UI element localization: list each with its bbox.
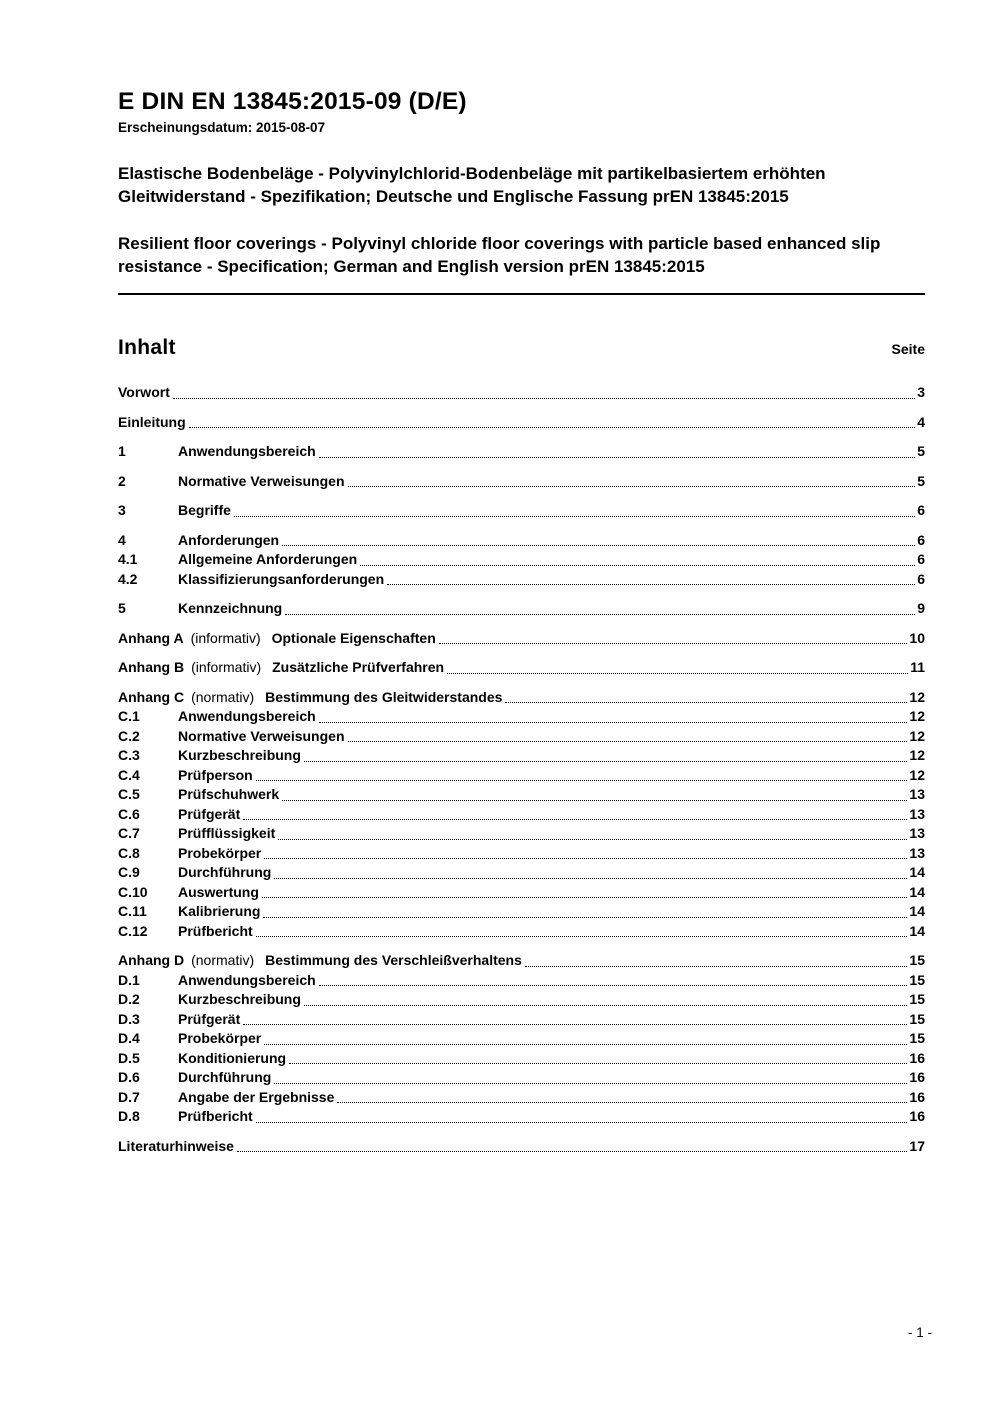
toc-entry-page: 5 [917, 443, 925, 459]
toc-leader-dots [264, 1044, 907, 1045]
toc-entry-title: Kalibrierung [178, 903, 261, 919]
toc-entry-label [118, 688, 502, 708]
toc-leader-dots [264, 858, 907, 859]
toc-entry-page: 6 [917, 531, 925, 548]
toc-entry [118, 766, 925, 786]
toc-entry-title: Prüfgerät [178, 805, 241, 822]
toc-leader-dots [304, 1005, 908, 1006]
toc-entry-number: D.1 [118, 971, 140, 988]
toc-entry-number: C.6 [118, 805, 140, 822]
toc-entry [118, 1088, 925, 1108]
toc-entry-label [178, 971, 316, 991]
toc-entry-label [178, 746, 301, 766]
toc-entry-title: Konditionierung [178, 1049, 287, 1066]
toc-entry-title: Prüfbericht [178, 1108, 253, 1124]
toc-entry [118, 805, 925, 825]
toc-entry-number: C.12 [118, 922, 148, 939]
toc-entry-number: C.8 [118, 844, 140, 861]
toc-leader-dots [189, 427, 916, 428]
toc-entry-title: Anwendungsbereich [178, 708, 316, 724]
toc-entry-number: C.1 [118, 708, 140, 724]
toc-entry-number: 4 [118, 531, 126, 548]
toc-entry-label [178, 766, 253, 786]
toc-entry-page: 12 [909, 727, 925, 744]
toc-leader-dots [348, 486, 916, 487]
toc-entry-number: D.7 [118, 1088, 140, 1105]
toc-entry [118, 824, 925, 844]
toc-entry [118, 727, 925, 747]
toc-entry-number: C.4 [118, 766, 140, 783]
toc-entry-label [178, 1107, 253, 1127]
toc-entry-title: Kurzbeschreibung [178, 991, 301, 1007]
toc-entry-label [118, 658, 444, 678]
toc-entry-label [118, 1137, 234, 1157]
toc-entry-page: 5 [917, 472, 925, 489]
toc-entry-title: Prüfflüssigkeit [178, 825, 276, 841]
toc-entry-label [178, 785, 279, 805]
toc-leader-dots [243, 819, 907, 820]
toc-entry-label [178, 1088, 334, 1108]
toc-entry-page: 14 [909, 922, 925, 939]
toc-leader-dots [262, 897, 908, 898]
toc-leader-dots [282, 545, 915, 546]
toc-entry-title: Prüfbericht [178, 922, 253, 939]
toc-leader-dots [237, 1151, 908, 1152]
toc-header [118, 336, 925, 360]
toc-entry-page: 14 [909, 903, 925, 919]
toc-entry [118, 1107, 925, 1127]
toc-entry [118, 951, 925, 971]
toc-entry [118, 707, 925, 727]
toc-entry-title: Allgemeine Anforderungen [178, 551, 358, 567]
toc-leader-dots [256, 780, 908, 781]
toc-leader-dots [439, 643, 908, 644]
toc-entry-number: D.6 [118, 1069, 140, 1085]
toc-entry [118, 531, 925, 551]
toc-entry-page: 13 [909, 786, 925, 802]
toc-entry-page: 16 [909, 1069, 925, 1085]
toc-entry [118, 550, 925, 570]
title-english: Resilient floor coverings - Polyvinyl chloride floor coverings with particle based enhanced slip resistance - Specification; German and English version prEN 13845:2015 [118, 234, 881, 276]
toc-annex-qualifier: (informativ) [191, 659, 262, 675]
toc-leader-dots [289, 1063, 907, 1064]
toc-leader-dots [263, 917, 907, 918]
toc-leader-dots [337, 1102, 907, 1103]
toc-entry-page: 3 [917, 384, 925, 400]
header-divider [118, 293, 925, 295]
toc-entry-number: D.3 [118, 1010, 140, 1027]
toc-entry-label [178, 1068, 271, 1088]
toc-entry-page: 15 [909, 952, 925, 968]
toc-entry-number: 5 [118, 600, 126, 616]
toc-leader-dots [319, 457, 916, 458]
toc-entry-page: 17 [909, 1137, 925, 1154]
toc-entry-title: Normative Verweisungen [178, 727, 345, 744]
toc-entry-label [178, 863, 271, 883]
toc-entry [118, 785, 925, 805]
toc-entry [118, 688, 925, 708]
toc-entry-title: Anforderungen [178, 531, 280, 548]
toc-leader-dots [319, 985, 908, 986]
toc-entry [118, 844, 925, 864]
toc-entry-page: 6 [917, 570, 925, 587]
toc-entry-label [178, 1029, 261, 1049]
toc-entry-page: 10 [909, 629, 925, 646]
toc-entry [118, 658, 925, 678]
toc-entry-number: 3 [118, 502, 126, 518]
toc-leader-dots [387, 584, 915, 585]
toc-entry-label [178, 599, 282, 619]
toc-entry-number: C.7 [118, 825, 140, 841]
toc-annex-qualifier: (normativ) [191, 688, 255, 705]
toc-annex-name: Anhang B [118, 659, 185, 675]
toc-entry-page: 13 [909, 805, 925, 822]
toc-entry-page: 16 [909, 1088, 925, 1105]
toc-entry-number: C.11 [118, 903, 147, 919]
toc-entry-label [178, 844, 261, 864]
toc-entry-title: Durchführung [178, 864, 272, 880]
toc-annex-name: Anhang A [118, 629, 184, 646]
toc-entry [118, 472, 925, 492]
toc-entry [118, 570, 925, 590]
toc-entry [118, 383, 925, 403]
toc-entry-page: 15 [909, 1030, 925, 1046]
toc-leader-dots [525, 966, 908, 967]
toc-leader-dots [304, 761, 908, 762]
toc-entry [118, 413, 925, 433]
toc-entry-title: Normative Verweisungen [178, 472, 345, 489]
toc-leader-dots [243, 1024, 907, 1025]
toc-leader-dots [256, 1122, 908, 1123]
toc-entry-page: 12 [909, 766, 925, 783]
toc-entry-number: 2 [118, 472, 126, 489]
toc-entry-title: Prüfschuhwerk [178, 786, 280, 802]
toc-entry-page: 6 [917, 502, 925, 518]
toc-entry-title: Klassifizierungsanforderungen [178, 570, 385, 587]
toc-entry-label [178, 883, 259, 903]
toc-entry-title: Optionale Eigenschaften [271, 629, 436, 646]
toc-entry-title: Vorwort [118, 384, 170, 400]
toc-entry [118, 442, 925, 462]
toc-entry-title: Angabe der Ergebnisse [178, 1088, 335, 1105]
toc-entry [118, 922, 925, 942]
toc-entry [118, 863, 925, 883]
toc-entry-label [178, 824, 275, 844]
toc-entry-label [178, 990, 301, 1010]
toc-list [118, 383, 925, 1156]
toc-entry [118, 1068, 925, 1088]
toc-entry-number: 4.1 [118, 551, 138, 567]
toc-leader-dots [319, 722, 908, 723]
toc-entry-page: 6 [917, 551, 925, 567]
toc-entry-page: 16 [909, 1108, 925, 1124]
toc-entry-page: 13 [909, 844, 925, 861]
toc-leader-dots [278, 839, 907, 840]
toc-entry-label [178, 472, 345, 492]
toc-entry [118, 1049, 925, 1069]
toc-entry-label [178, 727, 345, 747]
toc-entry-page: 15 [909, 971, 925, 988]
toc-entry-title: Prüfperson [178, 766, 253, 783]
toc-entry-page: 15 [909, 991, 925, 1007]
toc-entry-page: 12 [909, 708, 925, 724]
toc-entry-label [178, 1049, 286, 1069]
toc-annex-qualifier: (normativ) [191, 952, 255, 968]
toc-leader-dots [173, 398, 915, 399]
toc-leader-dots [447, 673, 908, 674]
toc-entry [118, 501, 925, 521]
toc-annex-name: Anhang C [118, 688, 185, 705]
toc-entry-title: Bestimmung des Verschleißverhaltens [265, 952, 522, 968]
toc-entry-number: C.3 [118, 747, 140, 763]
toc-entry-title: Literaturhinweise [118, 1137, 234, 1154]
toc-leader-dots [348, 741, 908, 742]
publish-date: Erscheinungsdatum: 2015-08-07 [118, 120, 326, 135]
toc-entry [118, 599, 925, 619]
toc-entry-title: Einleitung [118, 413, 186, 430]
toc-annex-qualifier: (informativ) [190, 629, 261, 646]
toc-entry-label [178, 902, 260, 922]
toc-entry-label [118, 951, 522, 971]
toc-entry-number: 4.2 [118, 570, 138, 587]
toc-entry-title: Prüfgerät [178, 1010, 241, 1027]
toc-leader-dots [234, 516, 915, 517]
toc-entry-title: Kurzbeschreibung [178, 747, 301, 763]
toc-entry-number: D.4 [118, 1030, 140, 1046]
toc-entry-number: D.5 [118, 1049, 140, 1066]
toc-entry [118, 971, 925, 991]
toc-entry [118, 990, 925, 1010]
toc-entry-title: Probekörper [178, 844, 262, 861]
toc-entry-page: 13 [909, 825, 925, 841]
toc-entry-page: 16 [909, 1049, 925, 1066]
toc-entry-number: D.2 [118, 991, 140, 1007]
toc-entry [118, 1137, 925, 1157]
toc-entry [118, 902, 925, 922]
toc-entry-title: Durchführung [178, 1069, 272, 1085]
toc-leader-dots [360, 565, 915, 566]
toc-entry-number: C.10 [118, 883, 148, 900]
toc-entry-title: Bestimmung des Gleitwiderstandes [265, 688, 503, 705]
toc-entry-title: Anwendungsbereich [178, 443, 316, 459]
toc-annex-name: Anhang D [118, 952, 185, 968]
toc-entry [118, 629, 925, 649]
toc-entry-number: C.5 [118, 786, 140, 802]
toc-entry-label [118, 629, 436, 649]
toc-leader-dots [274, 1083, 907, 1084]
toc-entry-label [178, 570, 384, 590]
toc-entry [118, 1029, 925, 1049]
toc-entry-page: 12 [909, 688, 925, 705]
toc-entry-title: Begriffe [178, 502, 231, 518]
toc-entry [118, 883, 925, 903]
toc-entry-label [178, 922, 253, 942]
toc-entry-label [118, 413, 186, 433]
toc-entry-label [178, 531, 279, 551]
toc-entry-label [178, 805, 240, 825]
toc-entry-label [178, 442, 316, 462]
toc-entry-page: 14 [909, 864, 925, 880]
toc-leader-dots [505, 702, 907, 703]
toc-entry-title: Probekörper [178, 1030, 262, 1046]
toc-entry-page: 11 [910, 659, 925, 675]
toc-entry-title: Auswertung [178, 883, 259, 900]
doc-number: E DIN EN 13845:2015-09 (D/E) [118, 88, 467, 115]
toc-entry-page: 15 [909, 1010, 925, 1027]
footer-page-number: - 1 - [907, 1325, 932, 1340]
toc-leader-dots [285, 614, 915, 615]
toc-entry-label [178, 550, 357, 570]
toc-entry-title: Kennzeichnung [178, 600, 283, 616]
toc-entry-page: 9 [917, 600, 925, 616]
toc-leader-dots [282, 800, 907, 801]
toc-heading: Inhalt [118, 336, 176, 359]
toc-entry [118, 1010, 925, 1030]
toc-entry-page: 12 [909, 747, 925, 763]
toc-entry [118, 746, 925, 766]
toc-entry-number: C.9 [118, 864, 140, 880]
toc-entry-title: Zusätzliche Prüfverfahren [272, 659, 445, 675]
toc-entry-label [178, 707, 316, 727]
toc-entry-number: 1 [118, 443, 126, 459]
toc-entry-title: Anwendungsbereich [178, 971, 316, 988]
toc-entry-number: D.8 [118, 1108, 140, 1124]
toc-leader-dots [256, 936, 908, 937]
toc-entry-page: 4 [917, 413, 925, 430]
toc-entry-page: 14 [909, 883, 925, 900]
toc-entry-label [118, 383, 170, 403]
toc-entry-label [178, 1010, 240, 1030]
title-german: Elastische Bodenbeläge - Polyvinylchlorid-Bodenbeläge mit partikelbasiertem erhöhten Gleitwiderstand - Spezifikation; Deutsche und Englische Fassung prEN 13845:2015 [118, 164, 826, 206]
toc-entry-label [178, 501, 231, 521]
toc-entry-number: C.2 [118, 727, 140, 744]
page-column-label: Seite [891, 341, 925, 357]
toc-leader-dots [274, 878, 907, 879]
